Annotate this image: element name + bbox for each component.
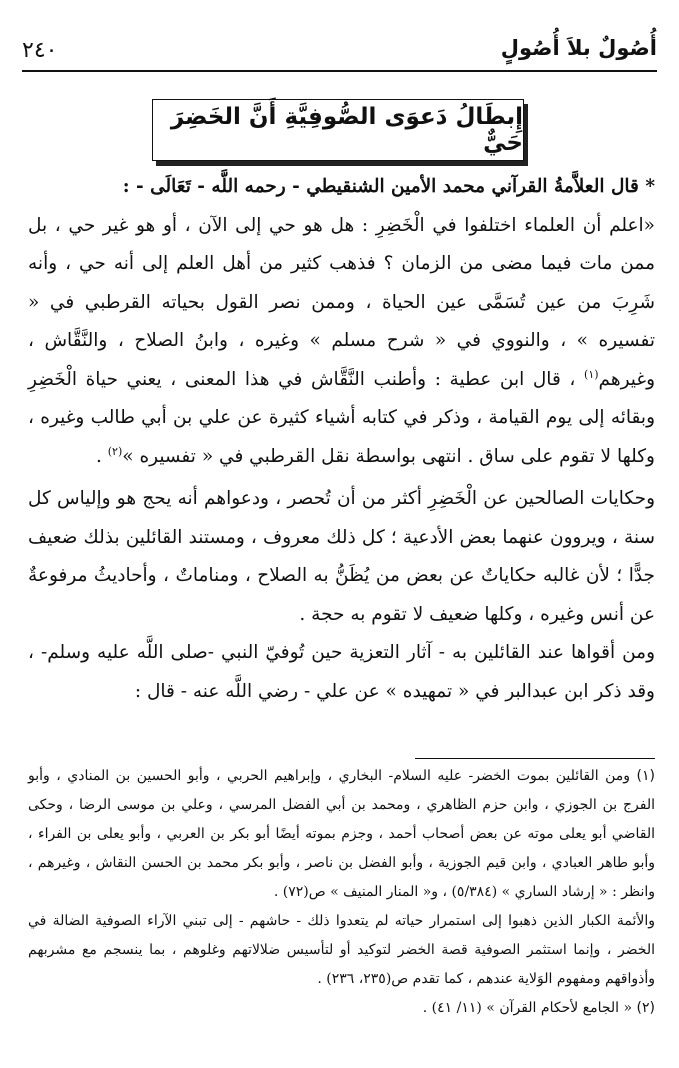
footnote-2-number: (٢) — [636, 1000, 655, 1016]
footnote-ref-2[interactable]: (٢) — [107, 444, 123, 458]
footnote-1-number: (١) — [636, 768, 655, 784]
intro-line: * قال العلاَّمةُ القرآني محمد الأمين الشنقيطي - رحمه اللَّه - تَعَالَى - : — [122, 176, 655, 197]
section-title-box — [152, 99, 524, 161]
paragraph-1 — [28, 207, 655, 477]
footnote-ref-1[interactable]: (١) — [584, 367, 599, 381]
paragraph-3: ومن أقواها عند القائلين به - آثار التعزية حين تُوفيّ النبي -صلى اللَّه عليه وسلم- ، وقد ذكر ابن عبدالبر في « تمهيده » عن علي - رضي اللَّه عنه - قال : — [28, 642, 655, 702]
footnote-1-extra: والأئمة الكبار الذين ذهبوا إلى استمرار حياته لم يتعدوا ذلك - حاشهم - إلى تبني الآراء الصوفية الضالة في الخضر ، وإنما استثمر الصوفية قصة الخضر لتوكيد أو لتأسيس ضلالاتهم وغلوهم ، بما ينسجم مع مشربهم وأذواقهم ومفهوم الوَلاية عندهم ، كما تقدم ص(٢٣٥، ٢٣٦) . — [28, 913, 655, 987]
paragraph-1-part-b: ، قال ابن عطية : وأطنب النَّقَّاش في هذا المعنى ، يعني حياة الْخَضِرِ وبقائه إلى يوم القيامة ، وذكر في كتابه أشياء كثيرة عن علي بن أبي طالب وغيره ، وكلها لا تقوم على ساق . انتهى بواسطة نقل القرطبي في « تفسيره » — [28, 368, 655, 467]
paragraph-1-part-a: «اعلم أن العلماء اختلفوا في الْخَضِرِ : هل هو حي إلى الآن ، أو هو غير حي ، بل ممن مات فيما مضى من الزمان ؟ فذهب كثير من أهل العلم إلى أنه حي ، وأنه شَرِبَ من عين تُسَمَّى عين الحياة ، وممن نصر القول بحياته القرطبي في « تفسيره » ، والنووي في « شرح مسلم » وغيره ، وابنُ الصلاح ، والنَّقَّاش ، وغيرهم — [28, 214, 655, 390]
footnote-2 — [28, 994, 655, 1023]
book-title: أُصُولٌ بلاَ أُصُولٍ — [500, 36, 657, 60]
footnote-1 — [28, 762, 655, 907]
page-header — [22, 30, 657, 72]
footnote-divider — [415, 758, 655, 759]
page-number: ٢٤٠ — [22, 38, 58, 63]
footnote-1-text: ومن القائلين بموت الخضر- عليه السلام- البخاري ، وإبراهيم الحربي ، وأبو الحسين بن المنادي ، وأبو الفرج بن الجوزي ، وابن حزم الظاهري ، ومحمد بن أبي الفضل المرسي ، وعلي بن موسى الرضا ، وحكى القاضي أبو يعلى موته عن بعض أصحاب أحمد ، وجزم بموته أيضًا أبو بكر بن العربي ، وأبو يعلى بن الفراء ، وأبو طاهر العبادي ، وابن قيم الجوزية ، وأبو الفضل بن ناصر ، وأبو بكر محمد بن الحسن النقاش ، وغيرهم ، وانظر : « إرشاد الساري » (٥/٣٨٤) ، و« المنار المنيف » ص(٧٢) . — [28, 768, 655, 900]
section-title: إِبطَالُ دَعوَى الصُّوفِيَّةِ أَنَّ الخَضِرَ حَيٌّ — [170, 104, 523, 156]
paragraph-1-part-c: . — [95, 445, 108, 467]
paragraph-2: وحكايات الصالحين عن الْخَضِرِ أكثر من أن تُحصر ، ودعواهم أنه يحج هو وإلياس كل سنة ، ويروون عنهما بعض الأدعية ؛ كل ذلك معروف ، ومستند القائلين بذلك ضعيف جدًّا ؛ لأن غالبه حكاياتٌ عن بعض من يُظَنُّ به الصلاح ، ومناماتٌ ، وأحاديثُ مرفوعةٌ عن أنس وغيره ، وكلها ضعيف لا تقوم به حجة . — [28, 488, 655, 625]
main-text — [28, 168, 655, 711]
footnotes — [28, 762, 655, 1023]
footnote-2-text: « الجامع لأحكام القرآن » (١١/ ٤١) . — [422, 1000, 637, 1016]
